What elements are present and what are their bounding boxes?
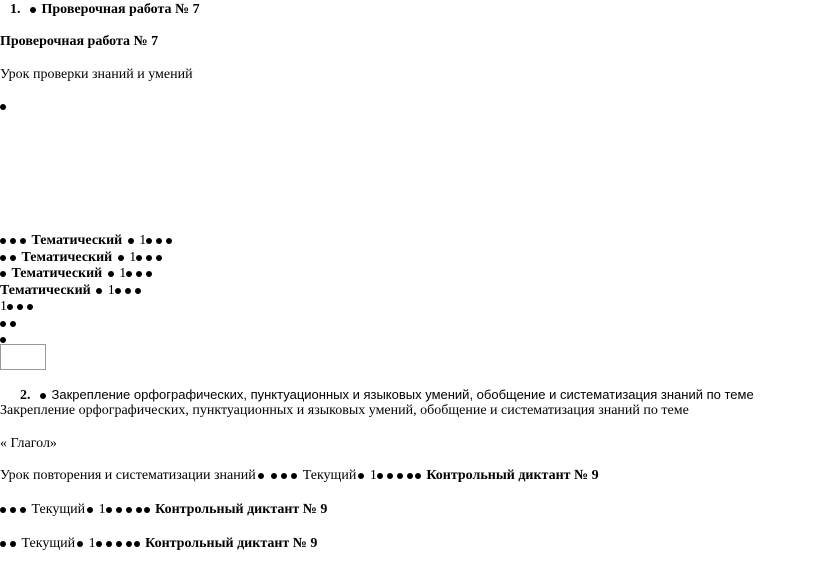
thematic-num: 1 <box>107 283 115 298</box>
bullet-icon <box>27 304 33 310</box>
bullet-icon <box>136 255 142 261</box>
thematic-label: Тематический <box>31 233 123 248</box>
bullet-row-num <box>0 299 35 315</box>
bullet-icon <box>144 507 150 513</box>
bullet-icon <box>271 473 277 479</box>
bullet-icon <box>0 238 6 244</box>
bullet-icon <box>415 473 421 479</box>
thematic-row-1 <box>0 233 174 249</box>
lesson-row-2 <box>0 502 327 518</box>
bullet-icon <box>358 473 364 479</box>
bullet-icon <box>96 288 102 294</box>
bullet-icon <box>10 541 16 547</box>
bullet-icon <box>10 238 16 244</box>
thematic-num: 1 <box>119 266 127 281</box>
item-2-number: 2. <box>20 388 31 403</box>
bullet-icon <box>87 507 93 513</box>
bullet-row <box>0 99 8 115</box>
thematic-num: 1 <box>0 299 7 314</box>
bullet-icon <box>126 271 132 277</box>
bullet-icon <box>136 271 142 277</box>
bullet-icon <box>258 473 264 479</box>
thematic-label: Тематический <box>21 250 113 265</box>
bullet-icon <box>146 255 152 261</box>
lesson-type: Урок повторения и систематизации знаний <box>0 468 256 483</box>
current-label: Текущий <box>302 468 357 483</box>
bullet-icon <box>0 271 6 277</box>
empty-box <box>0 344 46 370</box>
item-2-heading <box>20 387 754 404</box>
dictation-label: Контрольный диктант № 9 <box>426 468 599 483</box>
bullet-icon <box>0 321 6 327</box>
thematic-row-3 <box>0 266 154 282</box>
thematic-num: 1 <box>129 250 137 265</box>
bullet-icon <box>397 473 403 479</box>
bullet-icon <box>108 271 114 277</box>
item-2-title: Закрепление орфографических, пунктуационных и языковых умений, обобщение и систематизация знаний по теме <box>51 387 754 402</box>
lesson-row-3 <box>0 536 317 552</box>
thematic-label: Тематический <box>11 266 103 281</box>
bullet-icon <box>96 541 102 547</box>
bullet-icon <box>0 507 6 513</box>
bullet-icon <box>10 507 16 513</box>
section-subtitle: Урок проверки знаний и умений <box>0 67 193 82</box>
bullet-icon <box>0 337 6 343</box>
bullet-icon <box>7 304 13 310</box>
bullet-icon <box>106 507 112 513</box>
topic-text: Закрепление орфографических, пунктуационных и языковых умений, обобщение и систематизация знаний по теме <box>0 403 689 418</box>
bullet-icon <box>0 104 6 110</box>
bullet-icon <box>118 255 124 261</box>
bullet-icon <box>146 271 152 277</box>
thematic-num: 1 <box>139 233 147 248</box>
thematic-row-4 <box>0 283 143 299</box>
bullet-icon <box>30 7 36 13</box>
bullet-icon <box>115 288 121 294</box>
bullet-icon <box>377 473 383 479</box>
bullet-icon <box>10 321 16 327</box>
bullet-icon <box>20 238 26 244</box>
bullet-icon <box>0 541 6 547</box>
bullet-icon <box>77 541 83 547</box>
bullet-icon <box>387 473 393 479</box>
bullet-icon <box>281 473 287 479</box>
lesson-row-1 <box>0 468 599 484</box>
bullet-icon <box>156 238 162 244</box>
current-label: Текущий <box>31 502 86 517</box>
thematic-row-2 <box>0 250 164 266</box>
bullet-icon <box>125 288 131 294</box>
bullet-icon <box>17 304 23 310</box>
bullet-icon <box>106 541 112 547</box>
bullet-icon <box>0 255 6 261</box>
item-1-heading <box>10 2 200 18</box>
bullet-icon <box>10 255 16 261</box>
bullet-icon <box>126 507 132 513</box>
bullet-icon <box>134 541 140 547</box>
bullet-row-2 <box>0 316 18 332</box>
current-num: 1 <box>369 468 377 483</box>
bullet-icon <box>156 255 162 261</box>
current-num: 1 <box>88 536 96 551</box>
bullet-icon <box>20 507 26 513</box>
bullet-icon <box>126 541 132 547</box>
bullet-icon <box>116 507 122 513</box>
bullet-icon <box>146 238 152 244</box>
dictation-label: Контрольный диктант № 9 <box>155 502 328 517</box>
thematic-label: Тематический <box>0 283 91 298</box>
bullet-icon <box>166 238 172 244</box>
item-1-number: 1. <box>10 2 21 17</box>
section-heading: Проверочная работа № 7 <box>0 34 159 49</box>
bullet-icon <box>116 541 122 547</box>
item-1-title: Проверочная работа № 7 <box>41 2 200 17</box>
bullet-icon <box>135 288 141 294</box>
bullet-icon <box>128 238 134 244</box>
bullet-icon <box>291 473 297 479</box>
dictation-label: Контрольный диктант № 9 <box>145 536 318 551</box>
bullet-icon <box>136 507 142 513</box>
bullet-icon <box>407 473 413 479</box>
topic-name: « Глагол» <box>0 436 57 451</box>
bullet-icon <box>40 393 46 399</box>
current-num: 1 <box>98 502 106 517</box>
current-label: Текущий <box>21 536 76 551</box>
